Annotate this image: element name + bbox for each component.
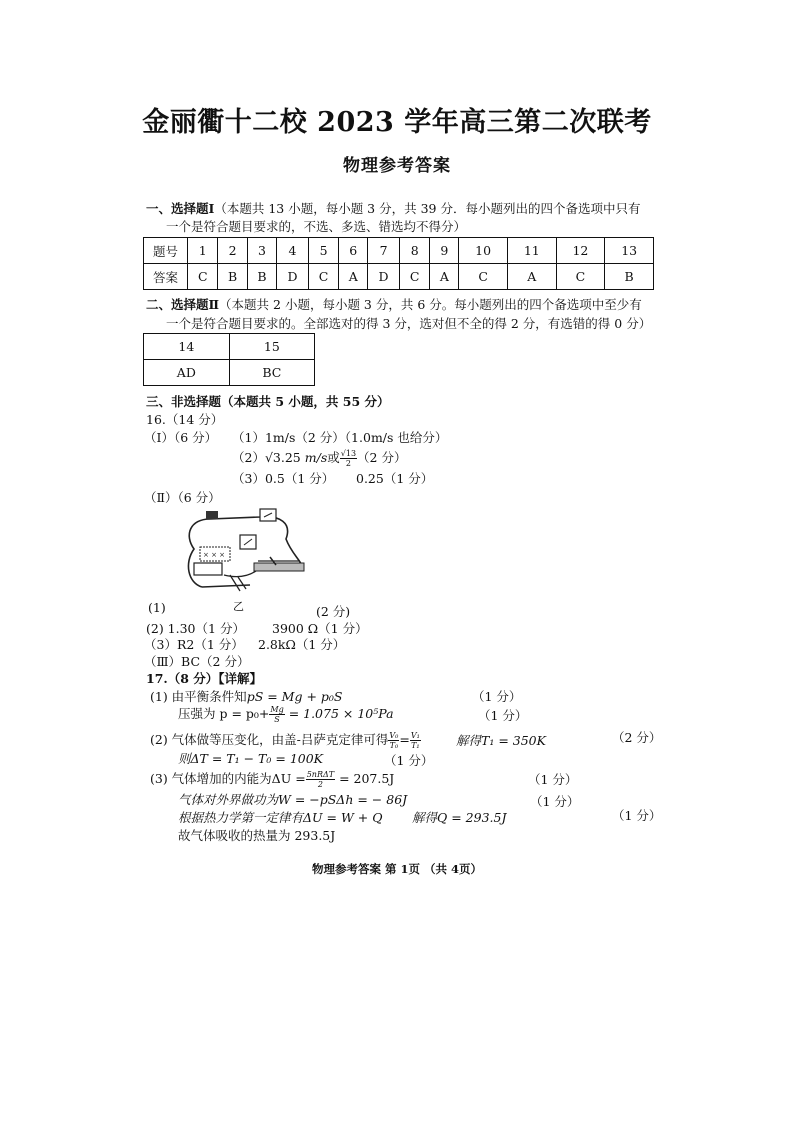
q16-p1-2-sqrt: √3.25 [264, 450, 301, 465]
section2-heading: 二、选择题Ⅱ [146, 297, 220, 312]
table-cell-answer: BC [229, 360, 314, 386]
q16-p1-2-fraction [340, 449, 357, 468]
q17-l1-text: (1) 由平衡条件知 [150, 689, 247, 704]
q16-p1-2-num: （2） [232, 450, 265, 465]
q16-p1-answer1: （1）1m/s（2 分）（1.0m/s 也给分） [232, 430, 448, 445]
table-cell-question: 8 [399, 238, 429, 264]
q17-l7-result: 解得Q = 293.5J [412, 810, 507, 825]
section1-heading: 一、选择题Ⅰ [146, 201, 215, 216]
table-cell-answer: B [218, 264, 247, 290]
q17-line7: 根据热力学第一定律有ΔU = W + Q [178, 810, 383, 825]
q16-part2-label: （Ⅱ）（6 分） [144, 490, 221, 505]
table-row-questions [144, 238, 654, 264]
q16-p1-answer3b: 0.25（1 分） [356, 471, 434, 486]
q16-p2-answer3a: （3）R2（1 分） [144, 637, 244, 652]
section2-line1 [146, 296, 642, 314]
fraction-numerator: 5nRΔT [306, 770, 335, 779]
q17-l1-formula: pS = Mg + p₀S [246, 689, 343, 704]
section2-answer-table [143, 333, 315, 386]
q17-l2-text: 压强为 p = p₀+ [178, 706, 270, 721]
table-cell-answer: A [339, 264, 368, 290]
section2-desc2: 一个是符合题目要求的。全部选对的得 3 分，选对但不全的得 2 分，有选错的得 0 分） [166, 316, 652, 331]
table-cell-answer: A [430, 264, 459, 290]
table-cell-answer: C [188, 264, 218, 290]
q17-l5-fraction [306, 770, 335, 789]
q17-line3 [150, 730, 421, 750]
table-cell-question: 7 [368, 238, 400, 264]
q17-l5-score: （1 分） [528, 772, 578, 787]
table-cell-question: 4 [277, 238, 309, 264]
q17-l3-result: 解得T₁ = 350K [456, 733, 546, 748]
q17-label: 17.（8 分）【详解】 [146, 671, 263, 686]
fraction-numerator: V₁ [410, 731, 420, 740]
q16-p1-answer3a: （3）0.5（1 分） [232, 471, 335, 486]
q17-line1 [150, 687, 342, 705]
q16-p2-answer2b: 3900 Ω（1 分） [272, 621, 368, 636]
fraction-denominator: 2 [317, 780, 323, 789]
resistance-box-icon [194, 563, 222, 575]
q16-p2-answer2a: (2) 1.30（1 分） [146, 621, 245, 636]
section1-line1 [146, 200, 640, 218]
q17-l7-score: （1 分） [612, 808, 662, 823]
section1-answer-table [143, 237, 654, 290]
table-cell-question: 14 [144, 334, 230, 360]
table-cell-question: 1 [188, 238, 218, 264]
q17-l5-text: (3) 气体增加的内能为ΔU = [150, 771, 306, 786]
table-cell-answer: D [368, 264, 400, 290]
table-cell-answer: B [605, 264, 654, 290]
q16-p2-answer3b: 2.8kΩ（1 分） [258, 637, 346, 652]
table-cell-question: 2 [218, 238, 247, 264]
q17-line2 [178, 704, 394, 724]
table-cell-question: 9 [430, 238, 459, 264]
q17-l3-fraction2 [410, 731, 421, 750]
table-cell-answer: C [399, 264, 429, 290]
q17-l5-result: = 207.5J [339, 771, 395, 786]
section2-desc1: （本题共 2 小题，每小题 3 分，共 6 分。每小题列出的四个备选项中至少有 [219, 297, 642, 312]
switch-icon [230, 575, 246, 591]
q17-l2-result: = 1.075 × 10⁵Pa [288, 706, 394, 721]
fraction-numerator: Mg [270, 705, 284, 714]
section1-desc2: 一个是符合题目要求的，不选、多选、错选均不得分） [166, 219, 467, 234]
q17-l4-score: （1 分） [384, 753, 434, 768]
fraction-numerator: V₀ [389, 731, 399, 740]
table-cell-question: 15 [229, 334, 314, 360]
rheostat-icon [254, 563, 304, 571]
q17-line5 [150, 769, 394, 789]
row-label-question: 题号 [144, 238, 188, 264]
table-cell-question: 13 [605, 238, 654, 264]
q17-l2-score: （1 分） [478, 708, 528, 723]
table-cell-answer: C [459, 264, 508, 290]
q16-p1-2-score: （2 分） [357, 450, 407, 465]
table-cell-question: 12 [556, 238, 605, 264]
svg-text:× × ×: × × × [203, 551, 226, 559]
table-row-questions [144, 334, 315, 360]
page-subtitle: 物理参考答案 [343, 156, 451, 176]
q16-part3-answer: （Ⅲ）BC（2 分） [144, 654, 250, 669]
figure-caption: 乙 [233, 600, 244, 613]
equals-sign: = [399, 732, 410, 747]
fraction-denominator: T₀ [389, 741, 399, 750]
table-row-answers [144, 264, 654, 290]
q17-line8: 故气体吸收的热量为 293.5J [178, 828, 336, 843]
fraction-numerator: √13 [340, 449, 357, 458]
q17-l1-score: （1 分） [472, 689, 522, 704]
table-cell-answer: B [247, 264, 276, 290]
table-cell-question: 5 [308, 238, 338, 264]
section1-desc1: （本题共 13 小题，每小题 3 分，共 39 分．每小题列出的四个备选项中只有 [214, 201, 641, 216]
table-cell-answer: D [277, 264, 309, 290]
q16-p1-2-or: 或 [327, 450, 340, 465]
table-cell-answer: C [308, 264, 338, 290]
q16-label: 16.（14 分） [146, 412, 224, 427]
page-title: 金丽衢十二校 2023 学年高三第二次联考 [142, 107, 652, 138]
q17-l3-fraction1 [388, 731, 399, 750]
q17-l3-score: （2 分） [612, 730, 662, 745]
table-cell-answer: AD [144, 360, 230, 386]
q16-p1-2-unit: m/s [304, 450, 328, 465]
battery-icon [206, 511, 218, 519]
table-cell-answer: C [556, 264, 605, 290]
page-footer: 物理参考答案 第 1页 （共 4页） [311, 862, 483, 876]
fraction-denominator: T₁ [411, 741, 420, 750]
circuit-diagram [180, 505, 315, 595]
q16-part1-label: （Ⅰ）（6 分） [144, 430, 218, 445]
q17-line6: 气体对外界做功为W = −pSΔh = − 86J [178, 792, 408, 807]
section3-heading: 三、非选择题（本题共 5 小题，共 55 分） [146, 394, 390, 409]
table-cell-question: 3 [247, 238, 276, 264]
q16-p1-answer2 [232, 448, 406, 468]
q17-line4: 则ΔT = T₁ − T₀ = 100K [178, 751, 324, 766]
fraction-denominator: 2 [345, 459, 351, 468]
table-cell-question: 10 [459, 238, 508, 264]
row-label-answer: 答案 [144, 264, 188, 290]
table-cell-question: 11 [507, 238, 556, 264]
q17-l3-text: (2) 气体做等压变化，由盖-吕萨克定律可得 [150, 732, 389, 747]
q17-l2-fraction [269, 705, 284, 724]
q17-l6-score: （1 分） [530, 794, 580, 809]
fraction-denominator: S [274, 715, 280, 724]
q16-p2-1-score: (2 分) [316, 604, 351, 619]
q16-p2-1-label: (1) [148, 600, 166, 615]
table-cell-question: 6 [339, 238, 368, 264]
table-cell-answer: A [507, 264, 556, 290]
table-row-answers [144, 360, 315, 386]
